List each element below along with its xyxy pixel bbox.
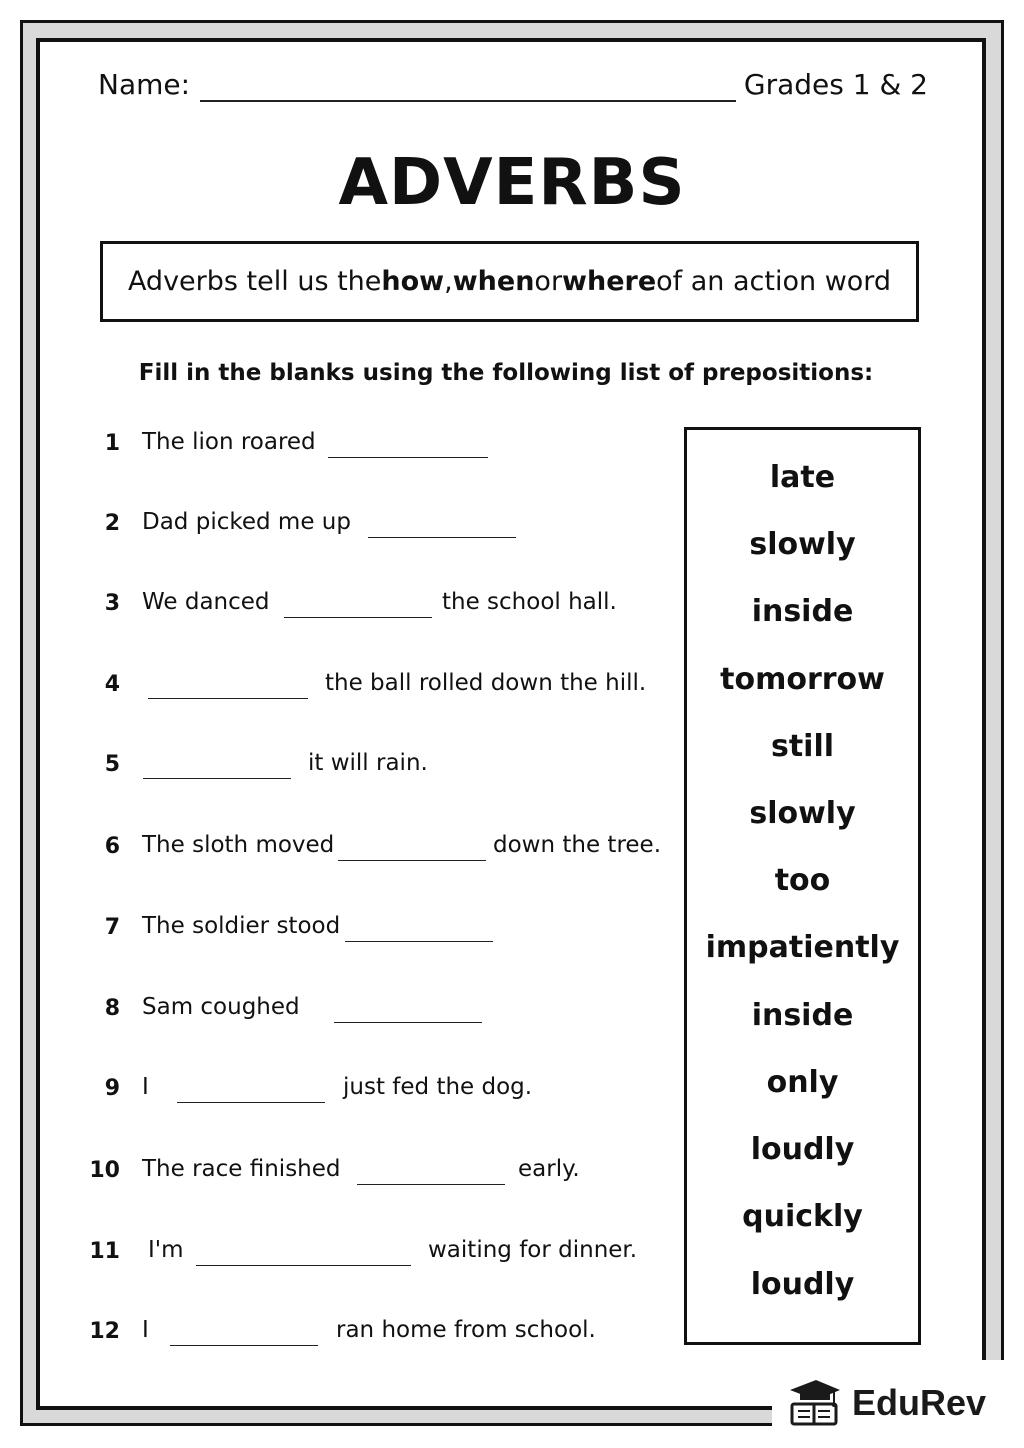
- answer-blank[interactable]: [328, 457, 488, 458]
- word-bank-item: slowly: [749, 796, 856, 831]
- question-text-before: The soldier stood: [142, 913, 341, 939]
- question-number: 12: [89, 1319, 120, 1344]
- question-text-before: I: [142, 1317, 149, 1343]
- definition-where: where: [562, 266, 657, 297]
- word-bank-item: slowly: [749, 527, 856, 562]
- answer-blank[interactable]: [177, 1102, 325, 1103]
- question-number: 11: [89, 1239, 120, 1264]
- grades-label: Grades 1 & 2: [743, 68, 928, 101]
- name-label: Name:: [98, 68, 191, 101]
- answer-blank[interactable]: [334, 1022, 482, 1023]
- question-number: 10: [89, 1158, 120, 1183]
- word-bank-item: late: [769, 460, 836, 495]
- question-number: 5: [104, 752, 120, 777]
- word-bank-item: only: [766, 1065, 839, 1100]
- question-number: 9: [104, 1076, 120, 1101]
- answer-blank[interactable]: [196, 1265, 411, 1266]
- definition-text-1: Adverbs tell us the: [127, 266, 382, 297]
- word-bank-item: still: [770, 729, 835, 764]
- edurev-logo-text: EduRev: [852, 1382, 987, 1423]
- answer-blank[interactable]: [357, 1184, 505, 1185]
- question-number: 4: [104, 672, 120, 697]
- question-text-after: just fed the dog.: [343, 1074, 533, 1100]
- question-number: 3: [104, 591, 120, 616]
- question-text-after: the school hall.: [442, 589, 617, 615]
- word-bank-box: [684, 427, 921, 1345]
- word-bank-item: too: [774, 863, 831, 898]
- answer-blank[interactable]: [338, 860, 486, 861]
- definition-or: or: [534, 266, 563, 297]
- answer-blank[interactable]: [284, 617, 432, 618]
- answer-blank[interactable]: [148, 698, 308, 699]
- answer-blank[interactable]: [345, 941, 493, 942]
- answer-blank[interactable]: [143, 778, 291, 779]
- question-number: 6: [104, 834, 120, 859]
- page-title: ADVERBS: [338, 146, 686, 220]
- word-bank-item: inside: [751, 998, 854, 1033]
- answer-blank[interactable]: [170, 1345, 318, 1346]
- question-number: 8: [104, 996, 120, 1021]
- question-text-after: waiting for dinner.: [428, 1237, 638, 1263]
- answer-blank[interactable]: [368, 537, 516, 538]
- word-bank-item: impatiently: [705, 930, 900, 965]
- word-bank-item: loudly: [750, 1132, 855, 1167]
- question-text-after: the ball rolled down the hill.: [325, 670, 647, 696]
- definition-when: when: [452, 266, 535, 297]
- question-number: 1: [104, 431, 120, 456]
- question-text-before: The race finished: [142, 1156, 341, 1182]
- question-text-before: I'm: [148, 1237, 184, 1263]
- instruction-text: Fill in the blanks using the following list of prepositions:: [138, 360, 874, 386]
- question-text-after: early.: [518, 1156, 580, 1182]
- question-text-before: Sam coughed: [142, 994, 300, 1020]
- name-blank-line[interactable]: [200, 100, 736, 102]
- question-text-before: The lion roared: [142, 429, 316, 455]
- definition-text-2: of an action word: [656, 266, 892, 297]
- question-text-before: Dad picked me up: [142, 509, 351, 535]
- question-text-after: ran home from school.: [336, 1317, 596, 1343]
- word-bank-item: quickly: [742, 1199, 863, 1234]
- question-number: 7: [104, 915, 120, 940]
- question-number: 2: [104, 511, 120, 536]
- question-text-after: it will rain.: [308, 750, 428, 776]
- definition-comma: ,: [444, 266, 453, 297]
- question-text-after: down the tree.: [493, 832, 662, 858]
- word-bank-item: loudly: [750, 1267, 855, 1302]
- graduation-cap-books-icon: [786, 1374, 842, 1430]
- question-text-before: The sloth moved: [142, 832, 335, 858]
- word-bank-item: inside: [751, 594, 854, 629]
- edurev-logo[interactable]: [772, 1360, 1004, 1448]
- definition-box: [100, 241, 919, 322]
- question-text-before: We danced: [142, 589, 270, 615]
- question-text-before: I: [142, 1074, 149, 1100]
- word-bank-item: tomorrow: [720, 662, 885, 697]
- definition-how: how: [381, 266, 445, 297]
